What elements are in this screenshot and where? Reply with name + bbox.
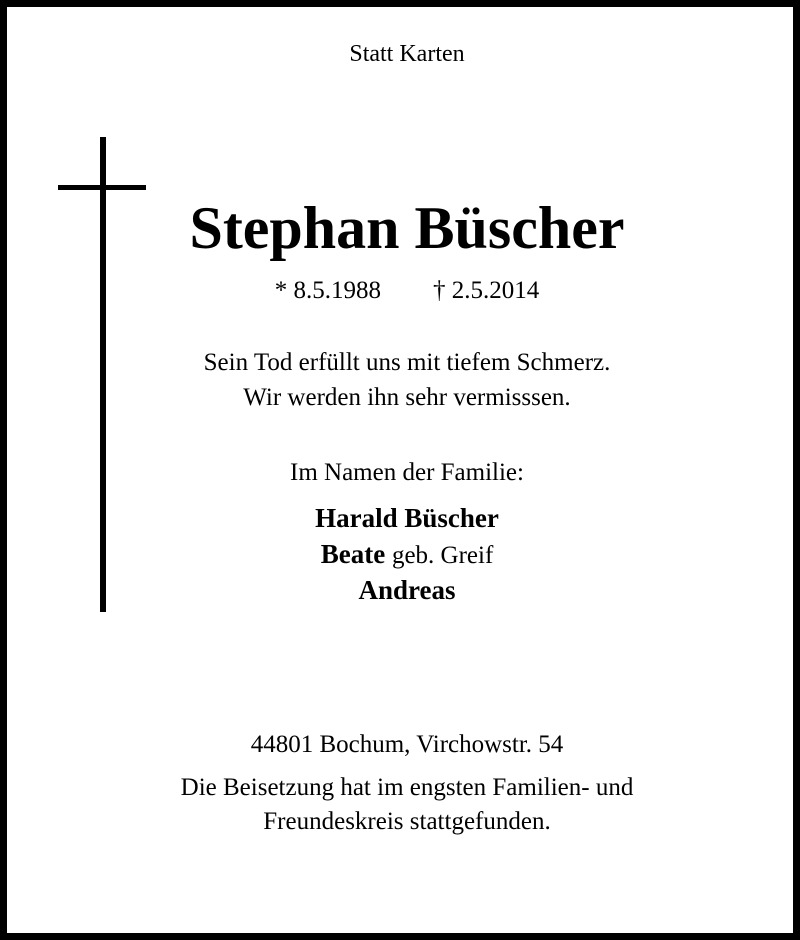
message-line-2: Wir werden ihn sehr vermisssen. — [243, 384, 571, 411]
family-member-3: Andreas — [358, 575, 456, 605]
family-intro: Im Namen der Familie: — [290, 459, 524, 486]
burial-note-line-2: Freundeskreis stattgefunden. — [263, 808, 551, 835]
life-dates — [7, 277, 800, 305]
family-member-2-note: geb. Greif — [391, 542, 494, 569]
family-member-2 — [7, 539, 800, 570]
cross-horizontal-bar — [58, 185, 146, 190]
family-member-2-name: Beate — [320, 539, 386, 569]
message-line-1: Sein Tod erfüllt uns mit tiefem Schmerz. — [203, 349, 611, 376]
notice-header: Statt Karten — [349, 41, 465, 67]
burial-note-line-1: Die Beisetzung hat im engsten Familien- und — [180, 774, 634, 801]
death-date: † 2.5.2014 — [433, 277, 540, 304]
deceased-name: Stephan Büscher — [189, 195, 625, 261]
birth-date: * 8.5.1988 — [274, 277, 381, 304]
family-member-1: Harald Büscher — [315, 503, 499, 533]
address: 44801 Bochum, Virchowstr. 54 — [250, 731, 564, 758]
